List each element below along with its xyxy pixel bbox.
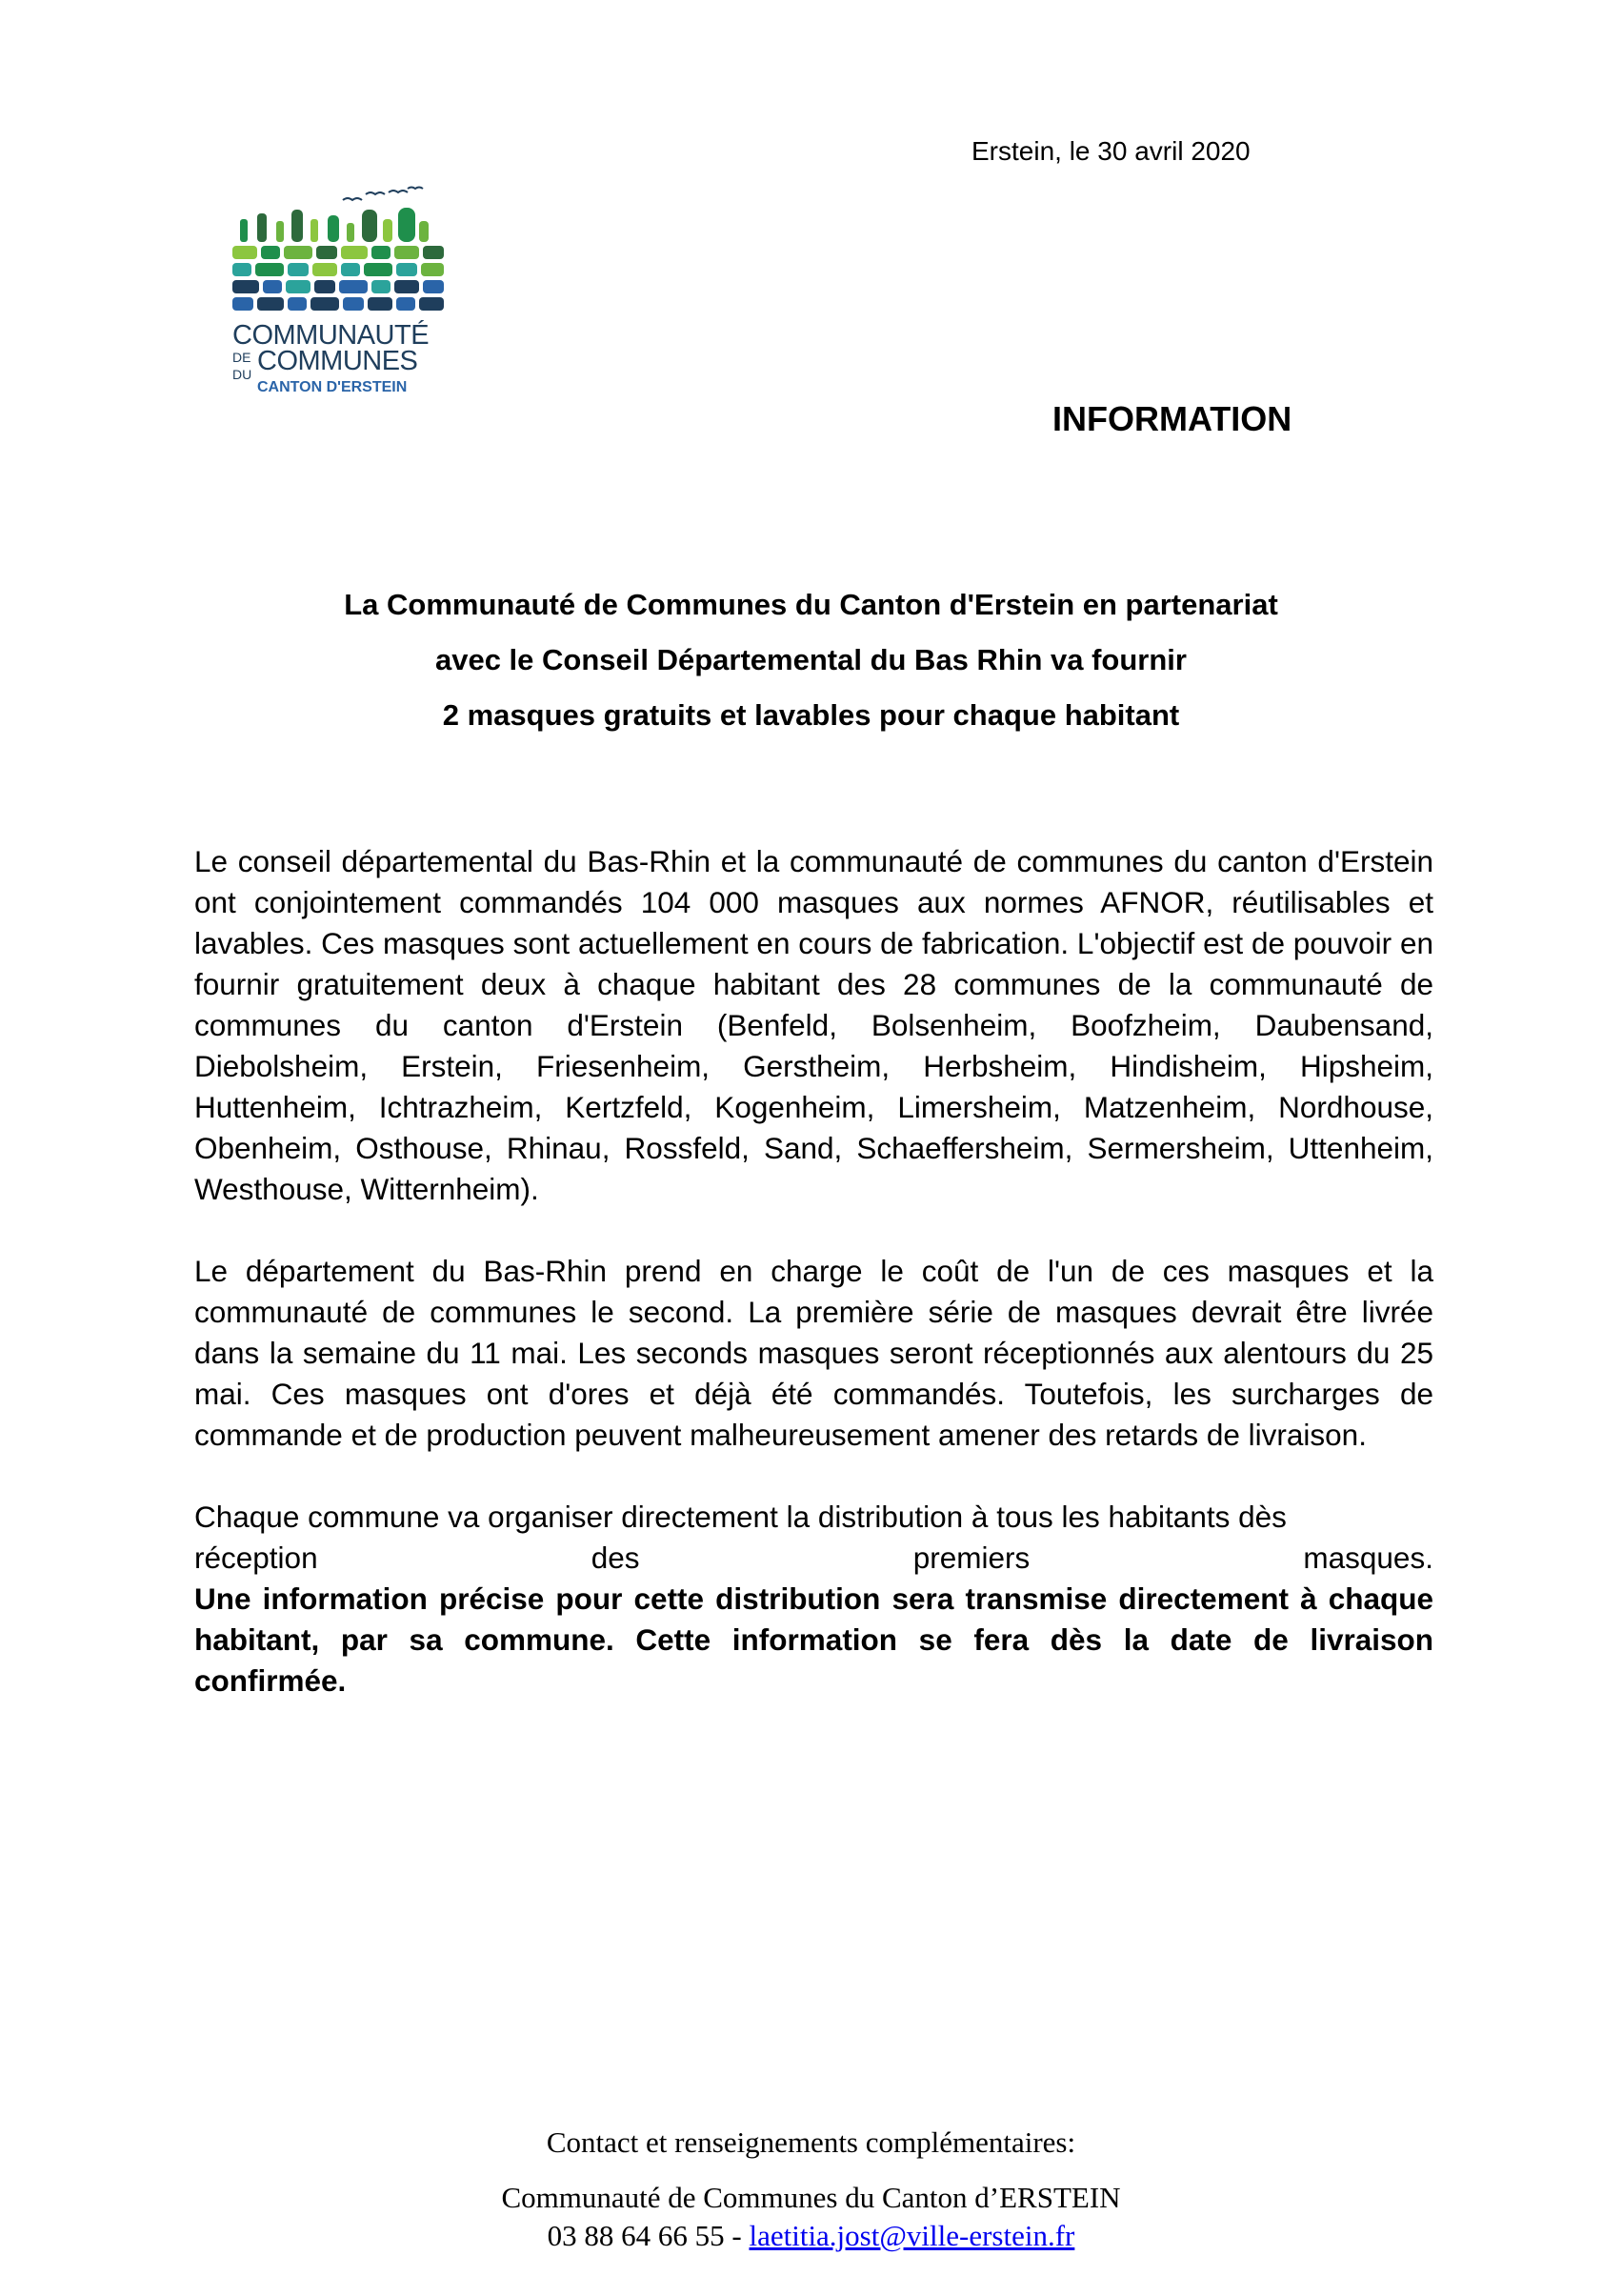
logo-line-canton: CANTON D'ERSTEIN [257, 379, 408, 395]
spread-word: des [591, 1541, 640, 1575]
footer-contact-label: Contact et renseignements complémentaires: [546, 2125, 1076, 2159]
logo-small-de: DE [232, 350, 251, 365]
spread-word: réception [194, 1541, 318, 1575]
logo-mosaic-icon [229, 181, 448, 320]
footer-separator: - [724, 2219, 750, 2252]
logo-wordmark [232, 322, 450, 398]
footer-email-link[interactable]: laetitia.jost@ville-erstein.fr [749, 2219, 1075, 2252]
document-date: Erstein, le 30 avril 2020 [971, 136, 1251, 166]
information-heading: INFORMATION [1052, 399, 1292, 438]
logo-line-communaute: COMMUNAUTÉ [232, 320, 430, 351]
headline-line: 2 masques gratuits et lavables pour chaque habitant [442, 698, 1180, 732]
footer-organization: Communauté de Communes du Canton d’ERSTEIN [501, 2181, 1121, 2214]
paragraph-3-bold-notice: Une information précise pour cette distribution sera transmise directement à chaque habitant, par sa commune. Cette information se fera dès la date de livraison confirmée. [194, 1581, 1433, 1698]
body-paragraph-2: Le département du Bas-Rhin prend en charge le coût de l'un de ces masques et la communauté de communes le second. La première série de masques devrait être livrée dans la semaine du 11 mai. Les seconds masques seront réceptionnés aux alentours du 25 mai. Ces masques ont d'ores et déjà été commandés. Toutefois, les surcharges de commande et de production peuvent malheureusement amener des retards de livraison. [194, 1254, 1433, 1452]
footer-phone: 03 88 64 66 55 [547, 2219, 725, 2252]
communaute-de-communes-logo [229, 181, 448, 400]
footer-contact-line [0, 2218, 1622, 2254]
spread-word: premiers [912, 1541, 1031, 1575]
spread-word: masques. [1303, 1541, 1433, 1575]
document-body [194, 841, 1433, 1702]
body-paragraph-3 [194, 1497, 1433, 1702]
logo-small-du: DU [232, 367, 252, 382]
paragraph-3-line-2 [194, 1538, 1433, 1579]
headline-line: avec le Conseil Départemental du Bas Rhin va fournir [434, 643, 1187, 676]
body-paragraph-1: Le conseil départemental du Bas-Rhin et la communauté de communes du canton d'Erstein ont conjointement commandés 104 000 masques aux normes AFNOR, réutilisables et lavables. Ces masques sont actuellement en cours de fabrication. L'objectif est de pouvoir en fournir gratuitement deux à chaque habitant des 28 communes de la communauté de communes du canton d'Erstein (Benfeld, Bolsenheim, Boofzheim, Daubensand, Diebolsheim, Erstein, Friesenheim, Gerstheim, Herbsheim, Hindisheim, Hipsheim, Huttenheim, Ichtrazheim, Kertzfeld, Kogenheim, Limersheim, Matzenheim, Nordhouse, Obenheim, Osthouse, Rhinau, Rossfeld, Sand, Schaeffersheim, Sermersheim, Uttenheim, Westhouse, Witternheim). [194, 844, 1433, 1206]
logo-line-communes: COMMUNES [257, 346, 418, 376]
headline-line: La Communauté de Communes du Canton d'Erstein en partenariat [344, 588, 1278, 621]
document-headline [190, 577, 1432, 743]
paragraph-3-line-1: Chaque commune va organiser directement la distribution à tous les habitants dès [194, 1500, 1287, 1534]
